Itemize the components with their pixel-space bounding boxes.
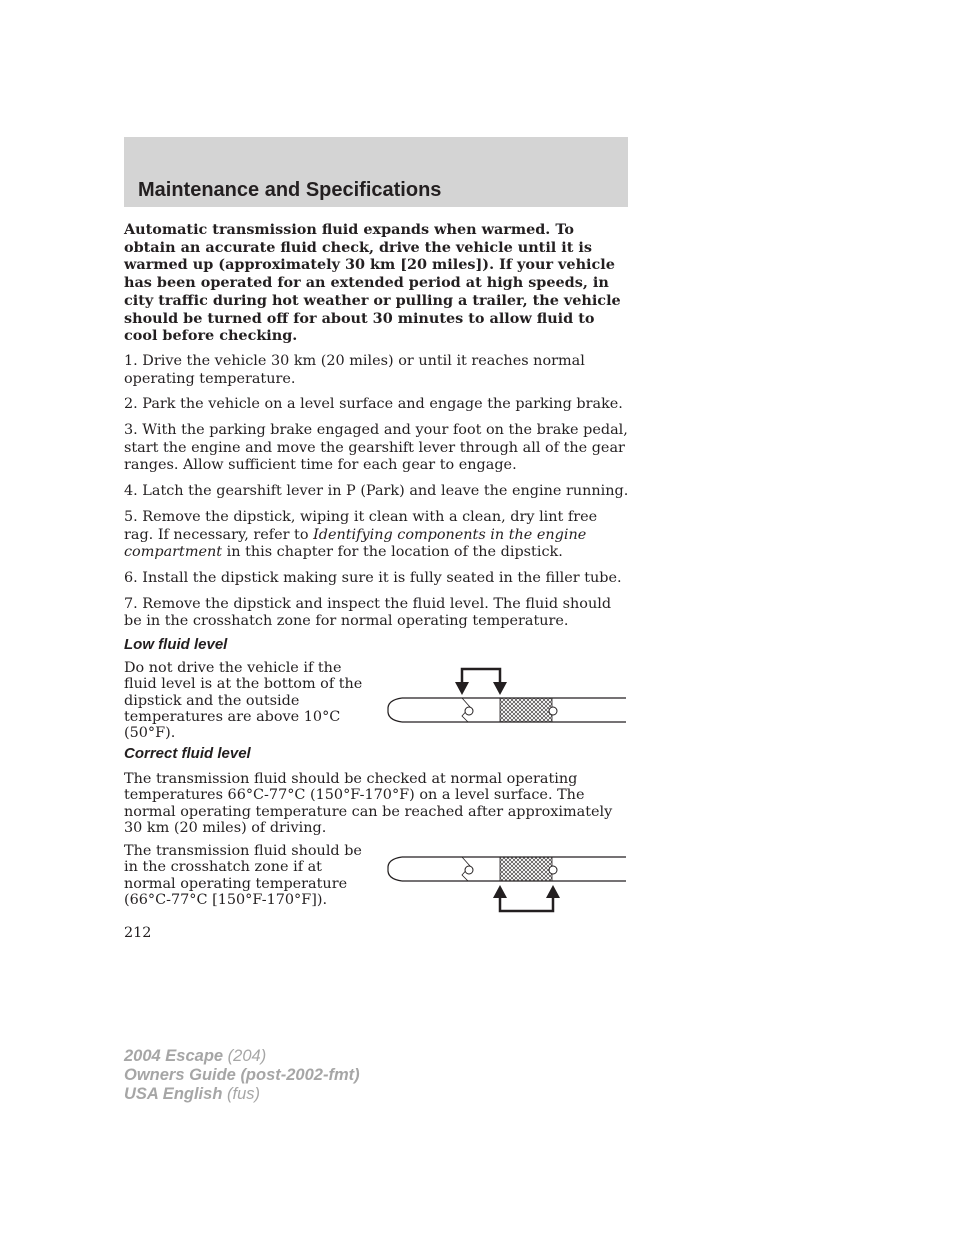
correct-fluid-text: The transmission fluid should be checked at normal operating temperatures 66°C-77°C (150°F-170°F) on a level surface. The normal operating temperature can be reached after approximately 30 km (20 miles) of driving. xyxy=(124,771,613,836)
low-fluid-text: Do not drive the vehicle if the fluid level is at the bottom of the dipstick and the outside temperatures are above 10°C (50°F). xyxy=(124,660,363,742)
crosshatch-zone xyxy=(500,698,552,722)
low-level-arrow xyxy=(455,669,507,695)
crosshatch-zone xyxy=(500,857,552,881)
section-header-band xyxy=(124,137,628,207)
step-2: 2. Park the vehicle on a level surface and engage the parking brake. xyxy=(124,396,623,413)
step-3: 3. With the parking brake engaged and your foot on the brake pedal, start the engine and move the gearshift lever through all of the gear ranges. Allow sufficient time for each gear to engage. xyxy=(124,422,628,474)
step-6: 6. Install the dipstick making sure it is fully seated in the filler tube. xyxy=(124,569,622,586)
section-title: Maintenance and Specifications xyxy=(138,179,442,201)
footer-language-line: USA English (fus) xyxy=(124,1085,260,1103)
low-fluid-dipstick-diagram xyxy=(384,660,628,730)
add-mark xyxy=(465,707,473,715)
step-5-reference: Identifying components in the engine compartment xyxy=(124,526,587,561)
page-number: 212 xyxy=(124,925,152,941)
correct-fluid-dipstick-diagram xyxy=(384,850,628,916)
step-1: 1. Drive the vehicle 30 km (20 miles) or until it reaches normal operating temperature. xyxy=(124,352,585,387)
step-4: 4. Latch the gearshift lever in P (Park) and leave the engine running. xyxy=(124,483,629,500)
main-content xyxy=(124,221,630,631)
footer-model-line: 2004 Escape (204) xyxy=(124,1047,267,1065)
document-footer xyxy=(124,1047,360,1104)
correct-fluid-heading: Correct fluid level xyxy=(124,745,251,762)
footer-guide-line: Owners Guide (post-2002-fmt) xyxy=(124,1066,360,1084)
correct-fluid-note: The transmission fluid should be in the crosshatch zone if at normal operating temperature (66°C-77°C [150°F-170°F]). xyxy=(124,843,362,908)
intro-warning: Automatic transmission fluid expands when warmed. To obtain an accurate fluid check, drive the vehicle until it is warmed up (approximately 30 km [20 miles]). If your vehicle has been operated for an extended period at high speeds, in city traffic during hot weather or pulling a trailer, the vehicle should be turned off for about 30 minutes to allow fluid to cool before checking. xyxy=(124,221,621,345)
correct-level-arrow xyxy=(493,885,560,911)
add-mark xyxy=(465,866,473,874)
full-mark xyxy=(549,707,557,715)
low-fluid-heading: Low fluid level xyxy=(124,636,228,653)
step-7: 7. Remove the dipstick and inspect the fluid level. The fluid should be in the crosshatch zone for normal operating temperature. xyxy=(124,595,612,630)
step-5: 5. Remove the dipstick, wiping it clean with a clean, dry lint free rag. If necessary, refer to Identifying components in the engine compartment in this chapter for the location of the dipstick. xyxy=(124,508,598,561)
full-mark xyxy=(549,866,557,874)
